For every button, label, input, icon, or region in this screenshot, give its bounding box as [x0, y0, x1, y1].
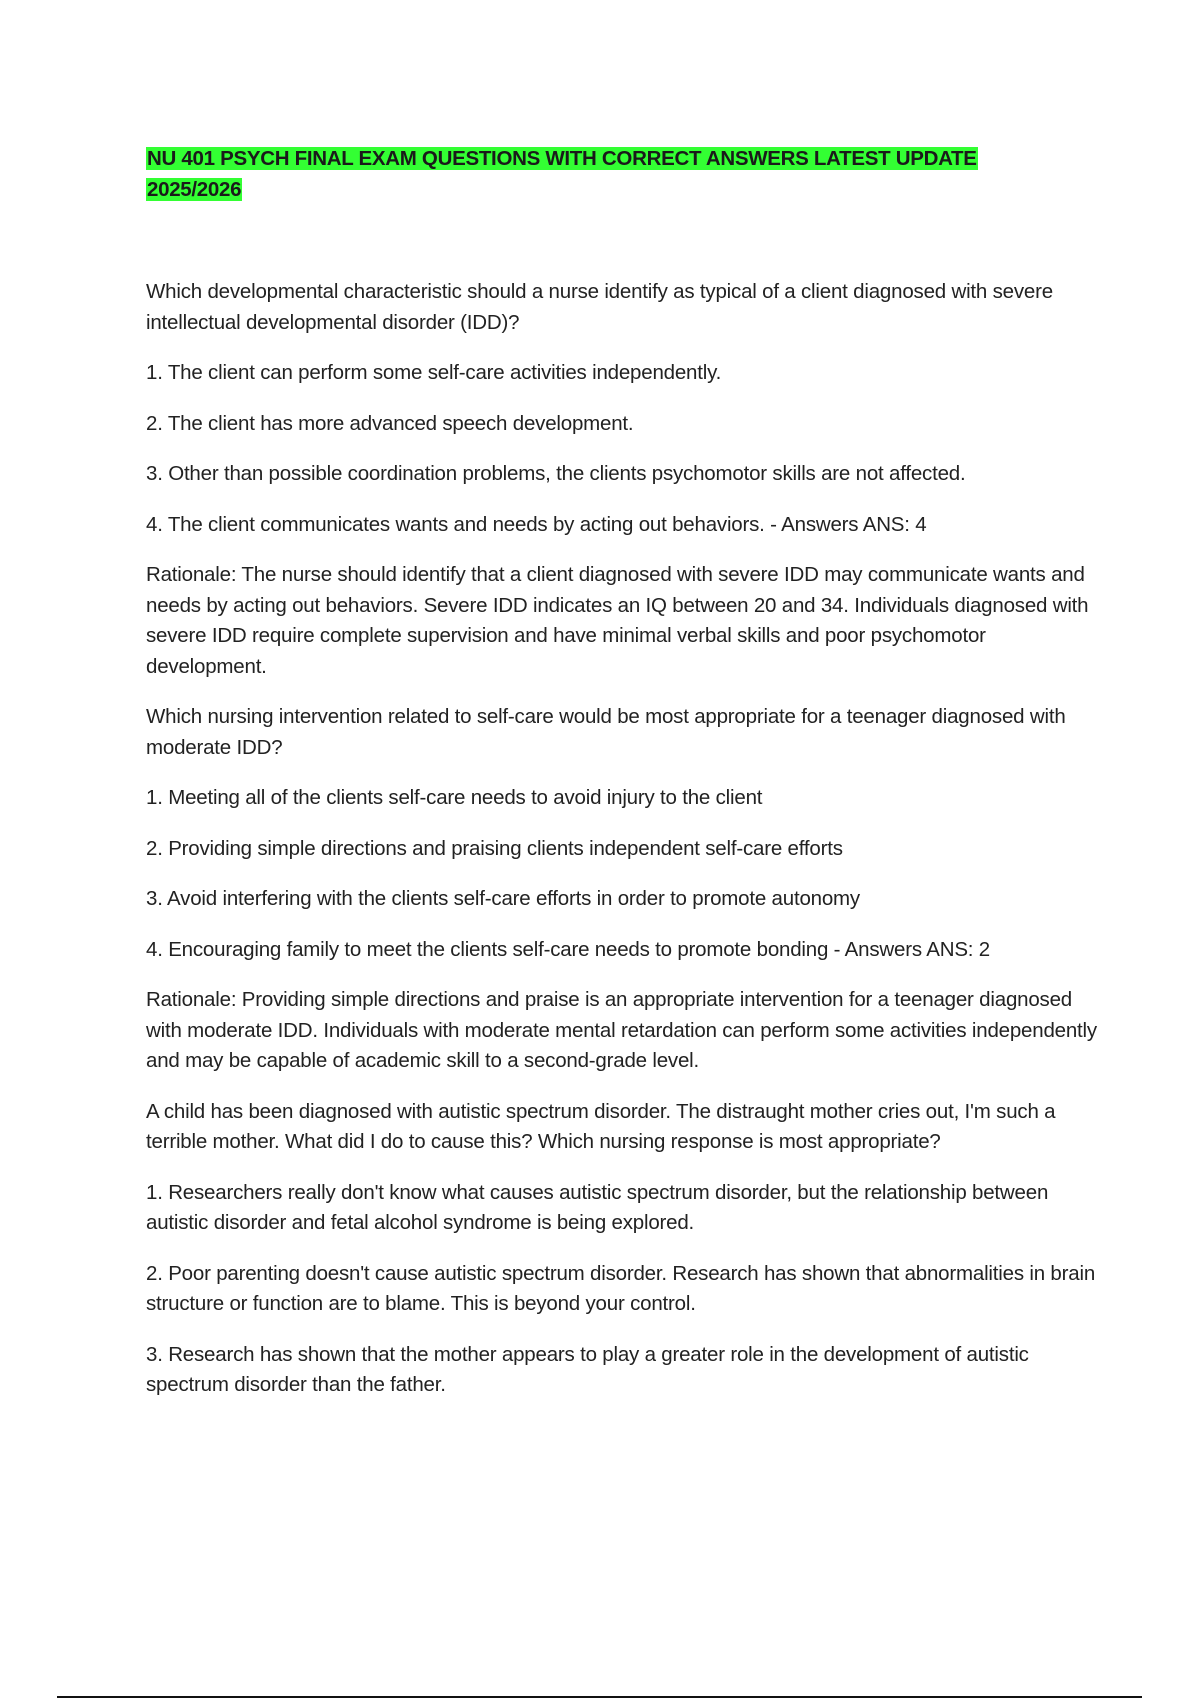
question-2-option-3: 3. Avoid interfering with the clients self-care efforts in order to promote autonomy — [146, 887, 860, 910]
title-highlight-line2: 2025/2026 — [147, 178, 242, 201]
question-3-option-2: 2. Poor parenting doesn't cause autistic spectrum disorder. Research has shown that abnormalities in brain structure or function are to blame. This is beyond your control. — [146, 1261, 1096, 1315]
question-1-option-2: 2. The client has more advanced speech development. — [146, 411, 634, 435]
question-3-stem: A child has been diagnosed with autistic spectrum disorder. The distraught mother cries out, I'm such a terrible mother. What did I do to cause this? Which nursing response is most appropriate? — [146, 1099, 1056, 1153]
page-bottom-rule — [57, 1696, 1142, 1698]
document-page — [146, 143, 1106, 1421]
document-title — [146, 143, 1106, 205]
question-1-stem: Which developmental characteristic should a nurse identify as typical of a client diagnosed with severe intellectual developmental disorder (IDD)? — [146, 280, 1053, 334]
question-3-option-3: 3. Research has shown that the mother appears to play a greater role in the development of autistic spectrum disorder than the father. — [146, 1342, 1029, 1396]
question-2-option-2: 2. Providing simple directions and praising clients independent self-care efforts — [146, 836, 843, 860]
question-2-option-1: 1. Meeting all of the clients self-care needs to avoid injury to the client — [146, 786, 763, 809]
question-1-rationale: Rationale: The nurse should identify that a client diagnosed with severe IDD may communicate wants and needs by acting out behaviors. Severe IDD indicates an IQ between 20 and 34. Individuals diagnosed with severe IDD require complete supervision and have minimal verbal skills and poor psychomotor development. — [146, 563, 1089, 678]
question-1-option-3: 3. Other than possible coordination problems, the clients psychomotor skills are not affected. — [146, 462, 966, 485]
question-1-option-1: 1. The client can perform some self-care activities independently. — [146, 361, 722, 384]
question-3-option-1: 1. Researchers really don't know what causes autistic spectrum disorder, but the relationship between autistic disorder and fetal alcohol syndrome is being explored. — [146, 1180, 1049, 1234]
title-highlight-line1: NU 401 PSYCH FINAL EXAM QUESTIONS WITH CORRECT ANSWERS LATEST UPDATE — [147, 147, 977, 170]
question-2-option-4-answer: 4. Encouraging family to meet the clients self-care needs to promote bonding - Answers ANS: 2 — [146, 937, 990, 961]
question-2-stem: Which nursing intervention related to self-care would be most appropriate for a teenager diagnosed with moderate IDD? — [146, 705, 1066, 759]
question-2-rationale: Rationale: Providing simple directions and praise is an appropriate intervention for a teenager diagnosed with moderate IDD. Individuals with moderate mental retardation can perform some activities independently and may be capable of academic skill to a second-grade level. — [146, 988, 1097, 1072]
question-1-option-4-answer: 4. The client communicates wants and needs by acting out behaviors. - Answers ANS: 4 — [146, 512, 927, 536]
